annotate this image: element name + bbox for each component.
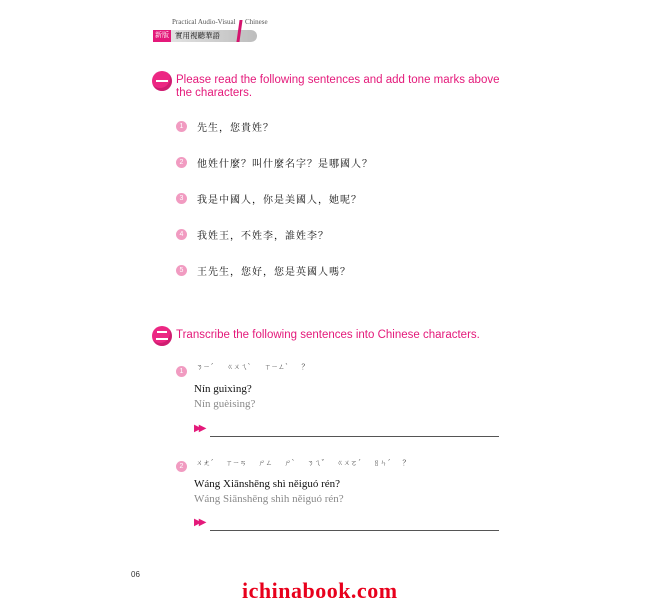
- section-one-instruction-line1: Please read the following sentences and add tone marks above: [176, 74, 500, 86]
- zhuyin-line: [196, 362, 309, 372]
- double-arrow-icon: ▶▶: [194, 517, 204, 528]
- exercise-item: [176, 227, 329, 242]
- watermark: ichinabook.com: [242, 578, 398, 603]
- series-title-zh: 實用視聽華語: [175, 31, 220, 40]
- exercise-item: [176, 119, 274, 134]
- sentence-text: 我是中國人，你是美國人，她呢？: [197, 195, 362, 206]
- page-number: 06: [131, 570, 140, 579]
- section-two-instruction: Transcribe the following sentences into Chinese characters.: [176, 329, 480, 341]
- zhuyin-line: [196, 458, 410, 468]
- zhuyin-syllable: ㄋㄧˊ: [196, 363, 214, 371]
- series-title-en-2: Chinese: [245, 18, 268, 26]
- double-arrow-icon: ▶▶: [194, 423, 204, 434]
- sentence-text: 我姓王，不姓李，誰姓李？: [197, 231, 329, 242]
- sentence-text: 他姓什麼？叫什麼名字？是哪國人？: [197, 159, 373, 170]
- zhuyin-syllable: ㄒㄧㄢ: [225, 459, 247, 467]
- romanization-text: Nín guèisìng?: [194, 398, 256, 410]
- exercise-item: [176, 263, 351, 278]
- romanization-text: Wáng Siānshēng shìh něiguó rén?: [194, 493, 344, 505]
- zhuyin-syllable: ㄍㄨㄟˋ: [226, 363, 251, 371]
- section-two-icon: [152, 326, 172, 346]
- sentence-text: 王先生，您好，您是英國人嗎？: [197, 267, 351, 278]
- item-number-badge: 2: [176, 157, 187, 168]
- series-title-en: Practical Audio-Visual: [172, 18, 236, 26]
- item-number-badge: 5: [176, 265, 187, 276]
- exercise-item: [176, 155, 373, 170]
- answer-line[interactable]: [210, 436, 499, 437]
- zhuyin-syllable: ㄋㄟˇ: [307, 459, 325, 467]
- zhuyin-syllable: ㄕㄥ: [258, 459, 273, 467]
- section-one-instruction-line2: the characters.: [176, 87, 253, 99]
- answer-line[interactable]: [210, 530, 499, 531]
- section-one-icon: [152, 71, 172, 91]
- zhuyin-syllable: ㄕˋ: [284, 459, 295, 467]
- item-number-badge: 4: [176, 229, 187, 240]
- zhuyin-syllable: ？: [402, 459, 410, 467]
- zhuyin-syllable: ？: [301, 363, 309, 371]
- exercise-item: [176, 191, 362, 206]
- zhuyin-syllable: ㄒㄧㄥˋ: [264, 363, 289, 371]
- book-header: [140, 18, 270, 44]
- edition-badge: 新版: [153, 30, 171, 42]
- sentence-text: 先生，您貴姓？: [197, 123, 274, 134]
- item-number-badge: 2: [176, 461, 187, 472]
- zhuyin-syllable: ㄍㄨㄛˊ: [336, 459, 361, 467]
- item-number-badge: 1: [176, 366, 187, 377]
- item-number-badge: 1: [176, 121, 187, 132]
- section-one-instruction: [176, 74, 500, 100]
- pinyin-text: Wáng Xiānshēng shì něiguó rén?: [194, 478, 341, 490]
- zhuyin-syllable: ㄨㄤˊ: [196, 459, 214, 467]
- zhuyin-syllable: ㄖㄣˊ: [373, 459, 391, 467]
- pinyin-text: Nín guìxìng?: [194, 383, 252, 395]
- item-number-badge: 3: [176, 193, 187, 204]
